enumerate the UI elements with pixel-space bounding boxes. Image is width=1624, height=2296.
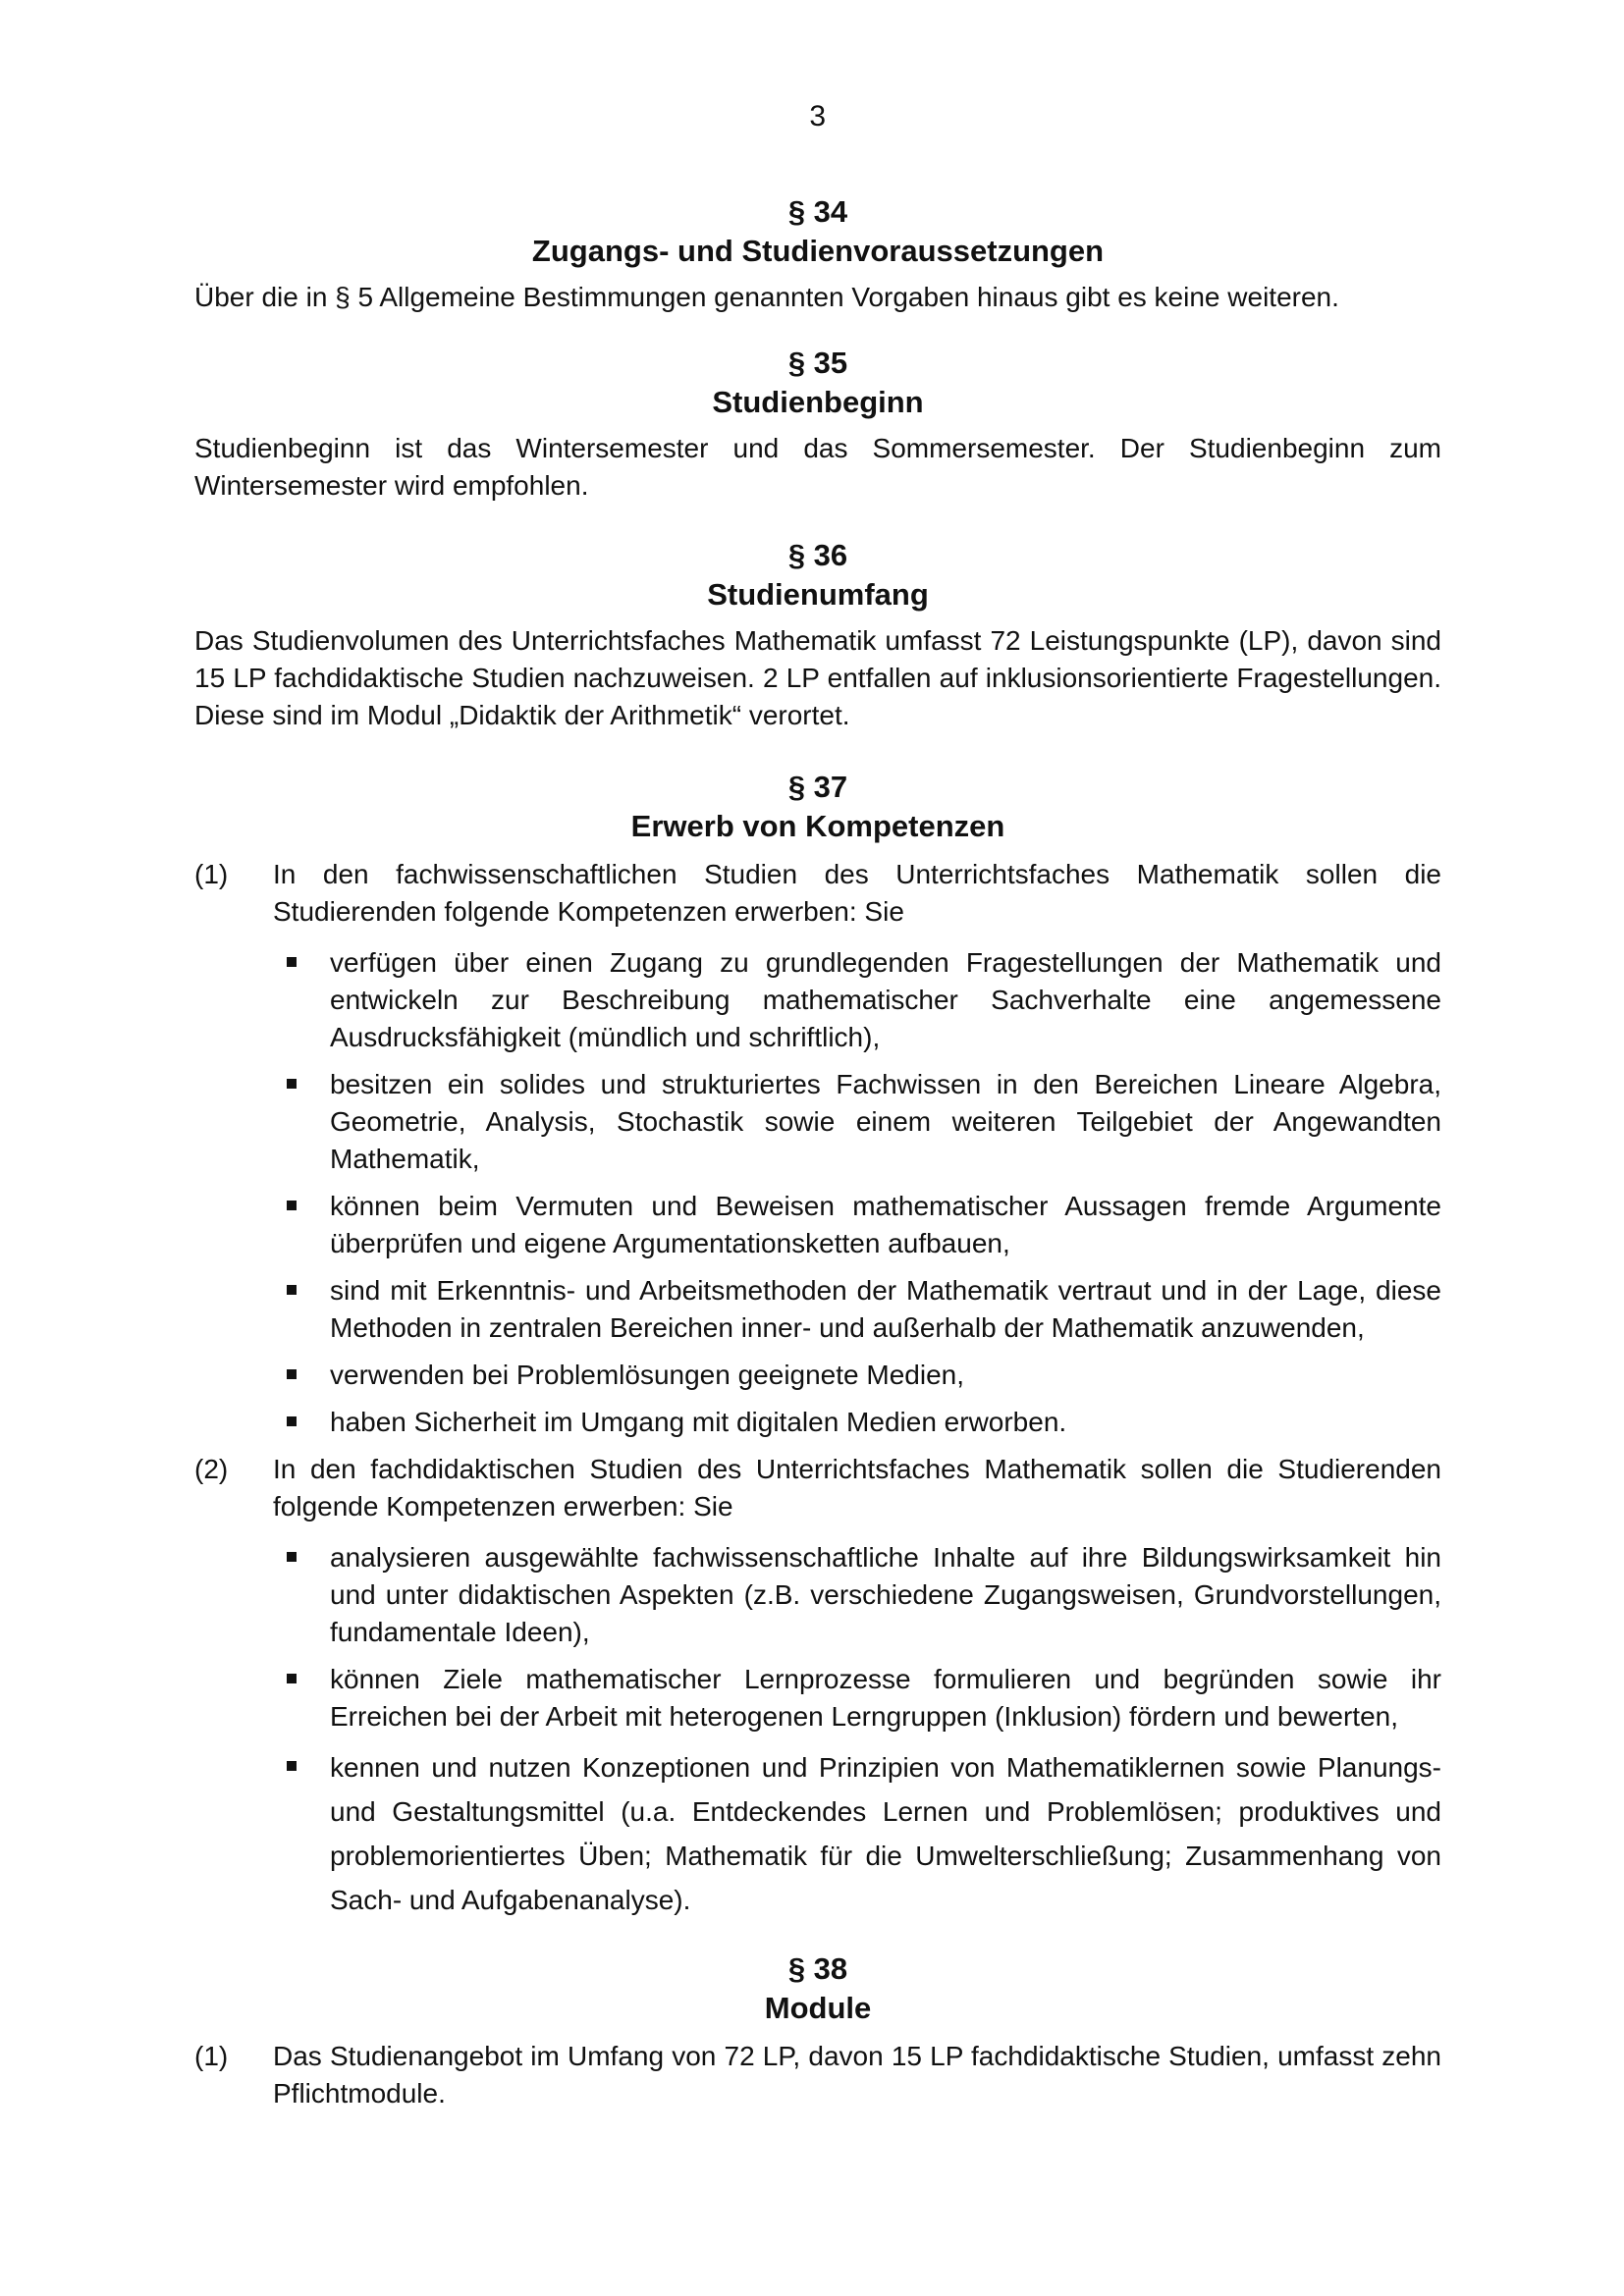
paragraph-number: (2) — [194, 1454, 229, 1484]
section-number: § 36 — [787, 538, 848, 572]
section-37 — [194, 768, 1441, 1932]
paragraph-number: (1) — [194, 2041, 229, 2071]
section-35 — [194, 344, 1441, 505]
section-text: Studienbeginn ist das Wintersemester und das Sommersemester. Der Studienbeginn zum Wintersemester wird empfohlen. — [194, 433, 1441, 501]
competency-list — [194, 1539, 1441, 1922]
section-title: Module — [764, 1991, 872, 2025]
section-title: Studienbeginn — [712, 385, 924, 419]
section-number: § 35 — [787, 346, 848, 380]
list-item: verwenden bei Problemlösungen geeignete Medien, — [273, 1357, 1441, 1394]
section-number: § 37 — [787, 770, 848, 804]
section-36 — [194, 536, 1441, 734]
section-text: Über die in § 5 Allgemeine Bestimmungen genannten Vorgaben hinaus gibt es keine weiteren. — [194, 282, 1339, 312]
section-title: Zugangs- und Studienvoraussetzungen — [531, 234, 1105, 268]
competency-list — [194, 944, 1441, 1441]
square-bullet-icon — [287, 957, 297, 967]
section-number: § 38 — [787, 1951, 848, 1986]
numbered-paragraph — [194, 1451, 1441, 1525]
section-34 — [194, 192, 1441, 316]
square-bullet-icon — [287, 1552, 297, 1562]
paragraph-text: In den fachdidaktischen Studien des Unterrichtsfaches Mathematik sollen die Studierenden folgende Kompetenzen erwerben: Sie — [273, 1454, 1441, 1522]
section-title: Studienumfang — [707, 577, 929, 612]
paragraph-number: (1) — [194, 859, 229, 889]
numbered-paragraph — [194, 856, 1441, 931]
square-bullet-icon — [287, 1416, 297, 1426]
list-item: analysieren ausgewählte fachwissenschaftliche Inhalte auf ihre Bildungswirksamkeit hin und unter didaktischen Aspekten (z.B. verschiedene Zugangsweisen, Grundvorstellungen, fundamentale Ideen), — [273, 1539, 1441, 1651]
list-item: verfügen über einen Zugang zu grundlegenden Fragestellungen der Mathematik und entwickeln zur Beschreibung mathematischer Sachverhalte eine angemessene Ausdrucksfähigkeit (mündlich und schriftlich), — [273, 944, 1441, 1056]
section-38 — [194, 1949, 1441, 2112]
list-item: kennen und nutzen Konzeptionen und Prinzipien von Mathematiklernen sowie Planungs- und Gestaltungsmittel (u.a. Entdeckendes Lernen und Problemlösen; produktives und problemorientiertes Üben; Mathematik für die Umwelterschließung; Zusammenhang von Sach- und Aufgabenanalyse). — [273, 1745, 1441, 1922]
list-item: haben Sicherheit im Umgang mit digitalen Medien erworben. — [273, 1404, 1441, 1441]
square-bullet-icon — [287, 1201, 297, 1210]
list-item: sind mit Erkenntnis- und Arbeitsmethoden der Mathematik vertraut und in der Lage, diese Methoden in zentralen Bereichen inner- und außerhalb der Mathematik anzuwenden, — [273, 1272, 1441, 1347]
paragraph-text: Das Studienangebot im Umfang von 72 LP, davon 15 LP fachdidaktische Studien, umfasst zehn Pflichtmodule. — [273, 2041, 1441, 2109]
section-number: § 34 — [787, 194, 848, 229]
numbered-paragraph — [194, 2038, 1441, 2112]
square-bullet-icon — [287, 1079, 297, 1089]
square-bullet-icon — [287, 1285, 297, 1295]
square-bullet-icon — [287, 1674, 297, 1683]
page-number: 3 — [809, 100, 827, 133]
list-item: können beim Vermuten und Beweisen mathematischer Aussagen fremde Argumente überprüfen und eigene Argumentationsketten aufbauen, — [273, 1188, 1441, 1262]
list-item: besitzen ein solides und strukturiertes Fachwissen in den Bereichen Lineare Algebra, Geometrie, Analysis, Stochastik sowie einem weiteren Teilgebiet der Angewandten Mathematik, — [273, 1066, 1441, 1178]
paragraph-text: In den fachwissenschaftlichen Studien des Unterrichtsfaches Mathematik sollen die Studierenden folgende Kompetenzen erwerben: Sie — [273, 859, 1441, 927]
square-bullet-icon — [287, 1761, 297, 1771]
list-item: können Ziele mathematischer Lernprozesse formulieren und begründen sowie ihr Erreichen bei der Arbeit mit heterogenen Lerngruppen (Inklusion) fördern und bewerten, — [273, 1661, 1441, 1735]
section-text: Das Studienvolumen des Unterrichtsfaches Mathematik umfasst 72 Leistungspunkte (LP), davon sind 15 LP fachdidaktische Studien nachzuweisen. 2 LP entfallen auf inklusionsorientierte Fragestellungen. Diese sind im Modul „Didaktik der Arithmetik“ verortet. — [194, 625, 1441, 730]
square-bullet-icon — [287, 1369, 297, 1379]
section-title: Erwerb von Kompetenzen — [630, 809, 1005, 843]
